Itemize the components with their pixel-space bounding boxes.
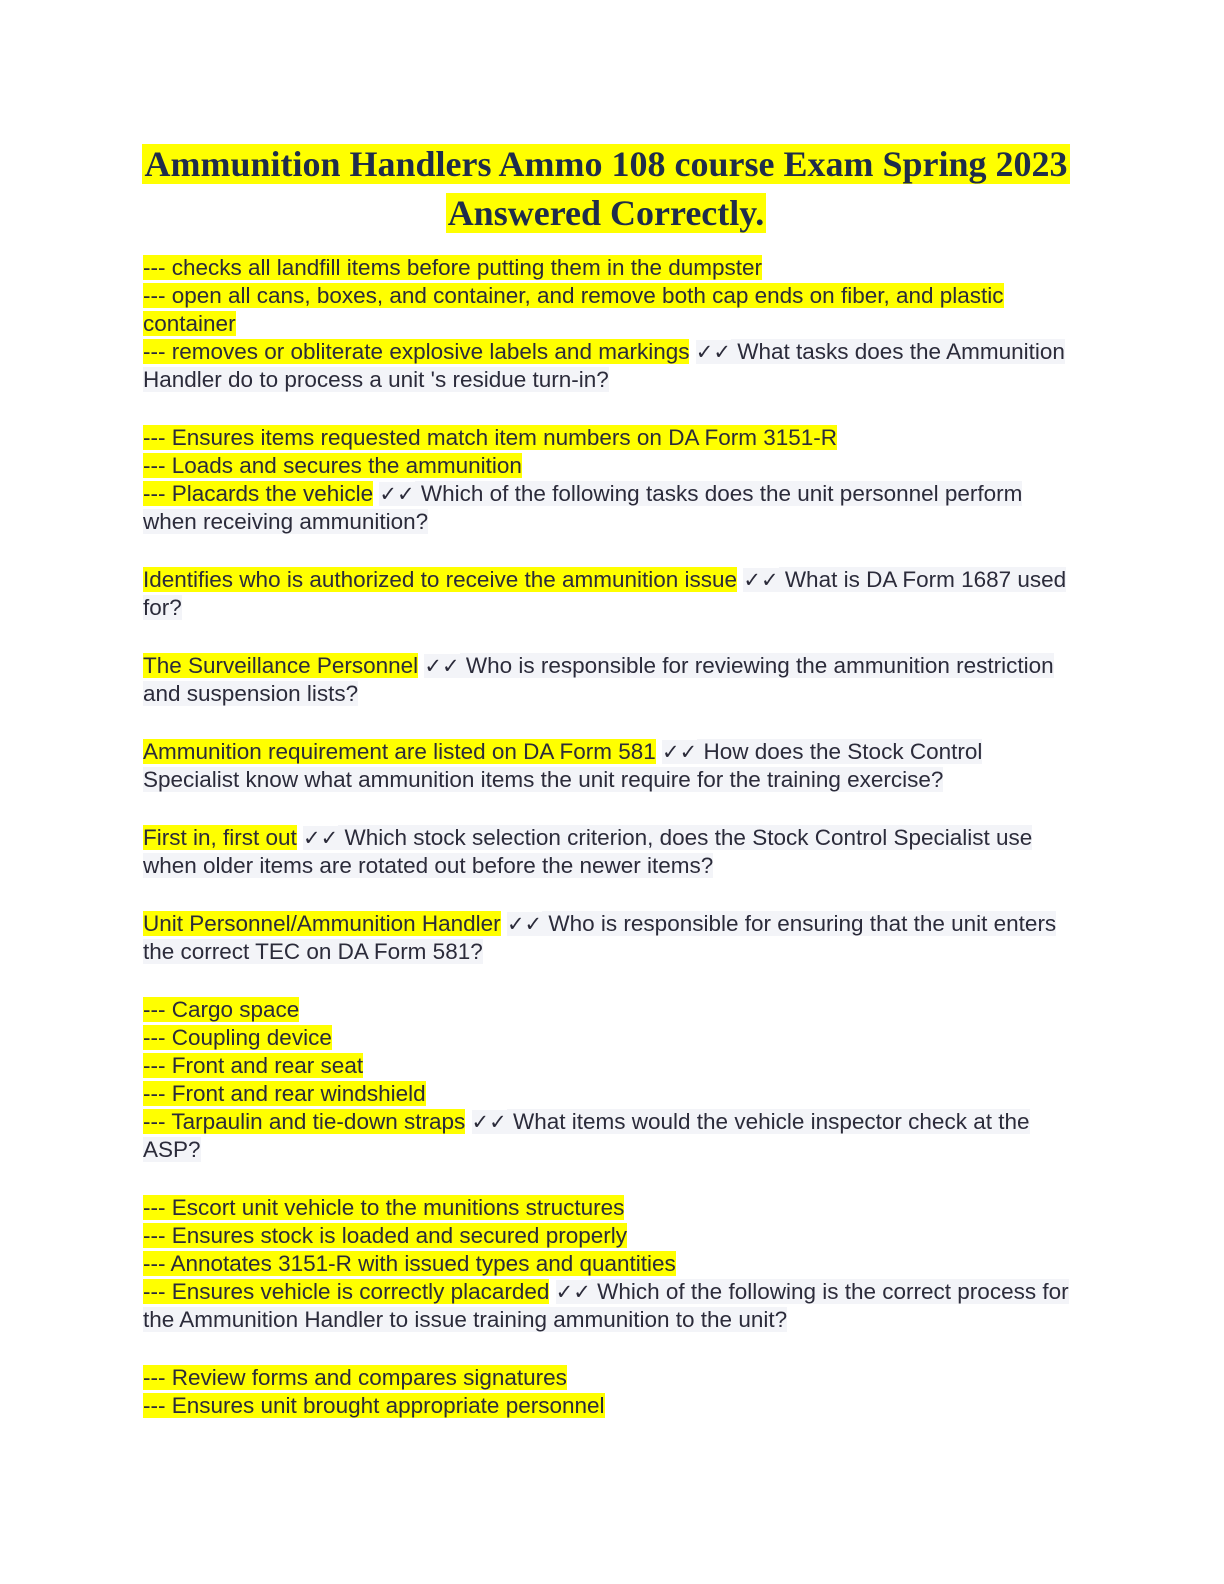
answer-text: --- Loads and secures the ammunition <box>143 453 522 478</box>
document-title <box>140 140 1072 238</box>
answer-line <box>143 1392 1073 1420</box>
answer-text: Unit Personnel/Ammunition Handler <box>143 911 501 936</box>
qa-item <box>143 824 1073 880</box>
answer-line <box>143 480 1073 536</box>
answer-text: --- checks all landfill items before putting them in the dumpster <box>143 255 763 280</box>
answer-line <box>143 996 1073 1024</box>
question-text: Who is responsible for reviewing the ammunition restriction and suspension lists? <box>143 653 1054 706</box>
answer-line <box>143 282 1073 338</box>
answer-line <box>143 652 1073 708</box>
answer-line <box>143 1278 1073 1334</box>
answer-line <box>143 1080 1073 1108</box>
qa-item <box>143 910 1073 966</box>
answer-line <box>143 738 1073 794</box>
double-check-icon: ✓✓ <box>303 826 339 850</box>
answer-text: --- Tarpaulin and tie-down straps <box>143 1109 466 1134</box>
double-check-icon: ✓✓ <box>506 912 543 936</box>
double-check-icon: ✓✓ <box>555 1280 591 1304</box>
answer-line <box>143 254 1073 282</box>
answer-text: --- Escort unit vehicle to the munitions structures <box>143 1195 625 1220</box>
answer-text: --- Placards the vehicle <box>143 481 374 506</box>
question-text: Who is responsible for ensuring that the unit enters the correct TEC on DA Form 581? <box>143 911 1057 964</box>
double-check-icon: ✓✓ <box>379 482 415 506</box>
question-text: Which of the following tasks does the unit personnel perform when receiving ammunition? <box>143 481 1023 534</box>
answer-text: --- Front and rear seat <box>143 1053 364 1078</box>
answer-line <box>143 1364 1073 1392</box>
answer-text: --- open all cans, boxes, and container, and remove both cap ends on fiber, and plastic container <box>143 283 1004 336</box>
question-text: What tasks does the Ammunition Handler do to process a unit 's residue turn-in? <box>143 339 1065 392</box>
qa-item <box>143 1364 1073 1420</box>
answer-text: Ammunition requirement are listed on DA Form 581 <box>143 739 656 764</box>
answer-line <box>143 424 1073 452</box>
answer-text: --- Ensures unit brought appropriate personnel <box>143 1393 605 1418</box>
answer-line <box>143 338 1073 394</box>
question-text: What is DA Form 1687 used for? <box>143 567 1067 620</box>
question-text: What items would the vehicle inspector check at the ASP? <box>143 1109 1030 1162</box>
answer-text: The Surveillance Personnel <box>143 653 419 678</box>
qa-item <box>143 254 1073 394</box>
answer-text: First in, first out <box>143 825 297 850</box>
answer-line <box>143 910 1073 966</box>
answer-line <box>143 566 1073 622</box>
qa-item <box>143 566 1073 622</box>
answer-text: --- removes or obliterate explosive labels and markings <box>143 339 690 364</box>
qa-item <box>143 738 1073 794</box>
answer-text: --- Cargo space <box>143 997 300 1022</box>
qa-item <box>143 652 1073 708</box>
answer-line <box>143 1222 1073 1250</box>
question-text: Which stock selection criterion, does the Stock Control Specialist use when older items are rotated out before the newer items? <box>143 825 1033 878</box>
question-text: How does the Stock Control Specialist know what ammunition items the unit require for the training exercise? <box>143 739 983 792</box>
qa-list <box>143 254 1073 1450</box>
double-check-icon: ✓✓ <box>424 654 460 678</box>
answer-text: --- Front and rear windshield <box>143 1081 426 1106</box>
answer-line <box>143 1052 1073 1080</box>
answer-line <box>143 452 1073 480</box>
answer-text: --- Ensures vehicle is correctly placarded <box>143 1279 550 1304</box>
double-check-icon: ✓✓ <box>471 1110 507 1134</box>
answer-text: --- Ensures items requested match item numbers on DA Form 3151-R <box>143 425 838 450</box>
answer-line <box>143 1250 1073 1278</box>
double-check-icon: ✓✓ <box>662 740 698 764</box>
double-check-icon: ✓✓ <box>743 568 779 592</box>
qa-item <box>143 424 1073 536</box>
answer-line <box>143 1024 1073 1052</box>
answer-line <box>143 824 1073 880</box>
document-title-text: Ammunition Handlers Ammo 108 course Exam Spring 2023 Answered Correctly. <box>144 144 1068 233</box>
answer-text: --- Coupling device <box>143 1025 332 1050</box>
answer-text: --- Ensures stock is loaded and secured properly <box>143 1223 627 1248</box>
qa-item <box>143 996 1073 1164</box>
question-text: Which of the following is the correct process for the Ammunition Handler to issue training ammunition to the unit? <box>143 1279 1069 1332</box>
answer-text: --- Review forms and compares signatures <box>143 1365 567 1390</box>
answer-text: Identifies who is authorized to receive the ammunition issue <box>143 567 738 592</box>
answer-line <box>143 1194 1073 1222</box>
qa-item <box>143 1194 1073 1334</box>
answer-text: --- Annotates 3151-R with issued types and quantities <box>143 1251 676 1276</box>
answer-line <box>143 1108 1073 1164</box>
double-check-icon: ✓✓ <box>695 340 731 364</box>
